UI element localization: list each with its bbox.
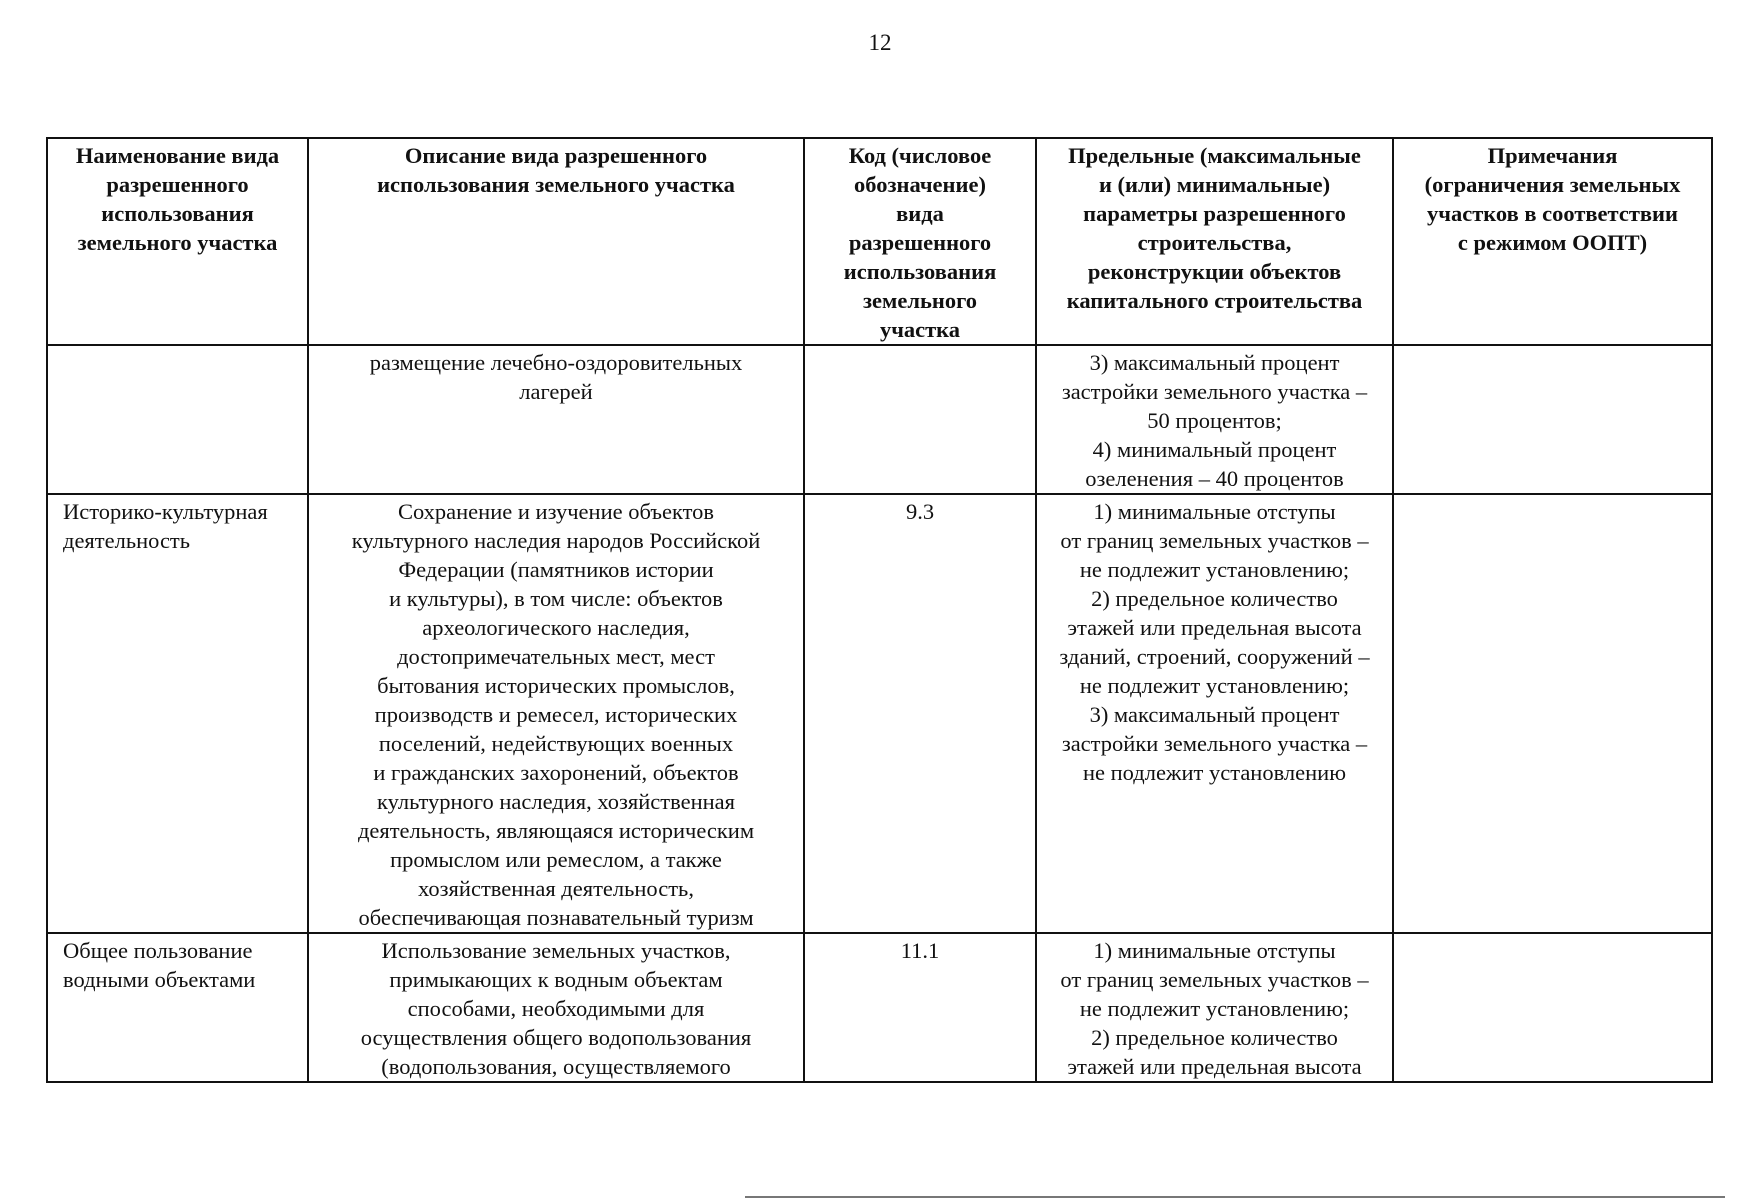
cell-notes: [1393, 933, 1712, 1082]
cell-construction-parameters: 1) минимальные отступы от границ земельных участков – не подлежит установлению; 2) предельное количество этажей или предельная высота: [1036, 933, 1393, 1082]
table-row: [47, 345, 1712, 494]
table-row: [47, 933, 1712, 1082]
cell-use-description: Использование земельных участков, примыкающих к водным объектам способами, необходимыми для осуществления общего водопользования (водопользования, осуществляемого: [308, 933, 804, 1082]
page-number: 12: [868, 30, 892, 55]
cell-use-code: [804, 345, 1036, 494]
land-use-table: [46, 137, 1713, 1083]
cell-notes: [1393, 494, 1712, 933]
cell-use-code: 9.3: [804, 494, 1036, 933]
cell-construction-parameters: 1) минимальные отступы от границ земельных участков – не подлежит установлению; 2) предельное количество этажей или предельная высота зданий, строений, сооружений – не подлежит установлению; 3) максимальный процент застройки земельного участка – не подлежит установлению: [1036, 494, 1393, 933]
table-row: [47, 494, 1712, 933]
table-header-row: [47, 138, 1712, 345]
header-use-description: Описание вида разрешенного использования земельного участка: [308, 138, 804, 345]
cell-use-description: Сохранение и изучение объектов культурного наследия народов Российской Федерации (памятников истории и культуры), в том числе: объектов археологического наследия, достопримечательных мест, мест бытования исторических промыслов, производств и ремесел, исторических поселений, недействующих военных и гражданских захоронений, объектов культурного наследия, хозяйственная деятельность, являющаяся историческим промыслом или ремеслом, а также хозяйственная деятельность, обеспечивающая познавательный туризм: [308, 494, 804, 933]
header-notes: Примечания (ограничения земельных участков в соответствии с режимом ООПТ): [1393, 138, 1712, 345]
cell-use-name: [47, 345, 308, 494]
header-construction-parameters: Предельные (максимальные и (или) минимальные) параметры разрешенного строительства, реконструкции объектов капитального строительства: [1036, 138, 1393, 345]
cell-use-code: 11.1: [804, 933, 1036, 1082]
header-use-code: Код (числовое обозначение) вида разрешенного использования земельного участка: [804, 138, 1036, 345]
cell-construction-parameters: 3) максимальный процент застройки земельного участка – 50 процентов; 4) минимальный процент озеленения – 40 процентов: [1036, 345, 1393, 494]
scan-bottom-rule: [745, 1196, 1725, 1198]
cell-notes: [1393, 345, 1712, 494]
cell-use-name: Историко-культурная деятельность: [47, 494, 308, 933]
cell-use-description: размещение лечебно-оздоровительных лагерей: [308, 345, 804, 494]
cell-use-name: Общее пользование водными объектами: [47, 933, 308, 1082]
header-use-name: Наименование вида разрешенного использования земельного участка: [47, 138, 308, 345]
